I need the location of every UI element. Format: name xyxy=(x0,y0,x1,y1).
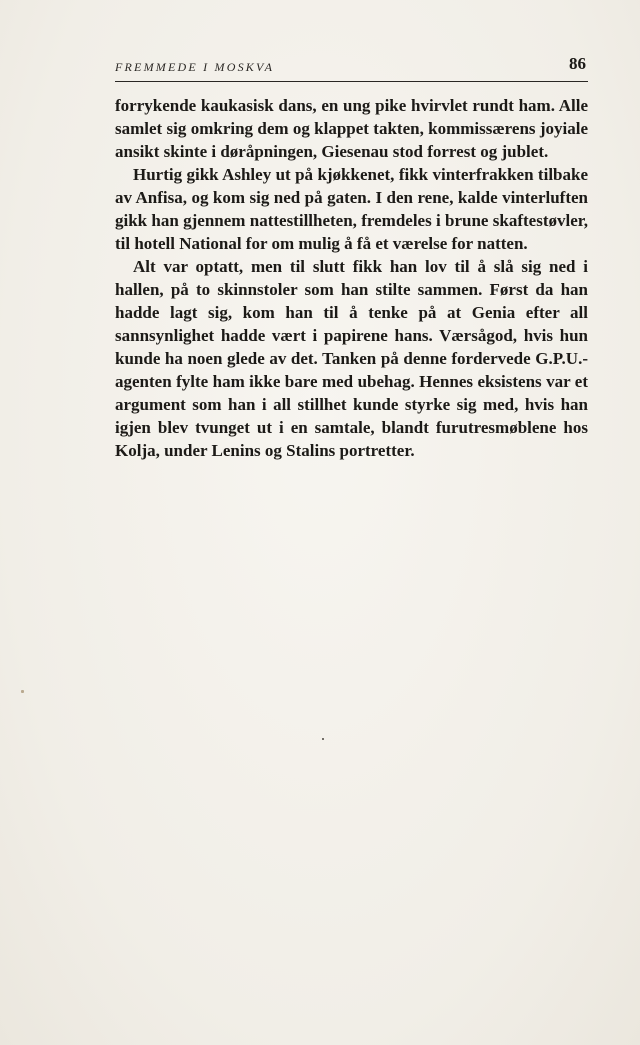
paragraph-3: Alt var optatt, men til slutt fikk han lov til å slå sig ned i hallen, på to skinnstoler som han stilte sammen. Først da han hadde lagt sig, kom han til å tenke på at Genia efter all sannsynlighet hadde vært i papirene hans. Værsågod, hvis hun kunde ha noen glede av det. Tanken på denne fordervede G.P.U.-agenten fylte ham ikke bare med ubehag. Hennes eksistens var et argument som han i all stillhet kunde styrke sig med, hvis han igjen blev tvunget ut i en samtale, blandt furutresmøblene hos Kolja, under Lenins og Stalins portretter. xyxy=(115,257,588,460)
paragraph-1: forrykende kaukasisk dans, en ung pike hvirvlet rundt ham. Alle samlet sig omkring dem og klappet takten, kommissærens joyiale ansikt skinte i døråpningen, Giesenau stod forrest og jublet. xyxy=(115,96,588,161)
page-number: 86 xyxy=(569,54,586,73)
body-text xyxy=(115,94,588,462)
paragraph-2: Hurtig gikk Ashley ut på kjøkkenet, fikk vinterfrakken tilbake av Anfisa, og kom sig ned på gaten. I den rene, kalde vinterluften gikk han gjennem nattestillheten, fremdeles i brune skaftestøvler, til hotell National for om mulig å få et værelse for natten. xyxy=(115,165,588,253)
paper-speck xyxy=(322,738,324,740)
paper-speck xyxy=(21,690,24,693)
page-header xyxy=(115,56,588,80)
running-head: FREMMEDE I MOSKVA xyxy=(115,60,275,74)
header-rule xyxy=(115,81,588,82)
